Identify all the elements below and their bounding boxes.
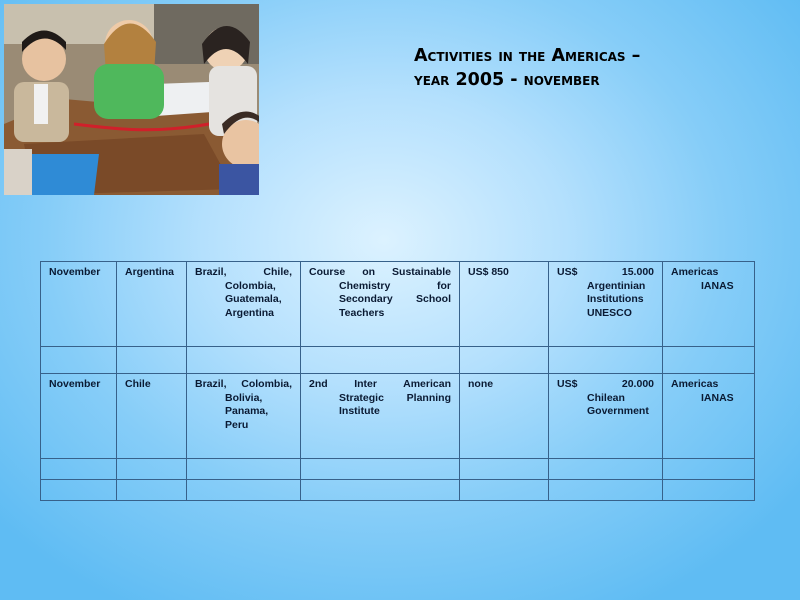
cell-participants (187, 374, 301, 459)
empty-cell (549, 459, 663, 480)
slide-title-line2: year 2005 - november (414, 70, 600, 90)
activity-first: Course on Sustainable (309, 266, 451, 278)
org-rest: IANAS (701, 279, 734, 292)
classroom-photo (4, 4, 259, 195)
empty-cell (663, 459, 755, 480)
table-row (41, 374, 755, 459)
cell-month: November (41, 374, 117, 459)
slide-title-line1: Activities in the Americas – (414, 46, 641, 66)
table-row (41, 262, 755, 347)
funding-first: US$ 20.000 (557, 378, 654, 390)
cell-organization (663, 262, 755, 347)
cell-participants (187, 262, 301, 347)
cell-cost: none (460, 374, 549, 459)
table-row (41, 480, 755, 501)
empty-cell (117, 459, 187, 480)
empty-cell (117, 347, 187, 374)
activity-rest: Chemistry for Secondary School Teachers (339, 279, 451, 319)
cell-funding (549, 374, 663, 459)
org-rest: IANAS (701, 391, 734, 404)
empty-cell (460, 459, 549, 480)
org-first: Americas (671, 378, 719, 390)
table-row (41, 347, 755, 374)
activities-table (40, 261, 755, 501)
activity-rest: Strategic Planning Institute (339, 391, 451, 417)
participants-rest: Bolivia, Panama, Peru (225, 391, 269, 431)
empty-cell (117, 480, 187, 501)
participants-first: Brazil, Chile, (195, 266, 292, 278)
cell-country: Argentina (117, 262, 187, 347)
empty-cell (41, 459, 117, 480)
empty-cell (187, 459, 301, 480)
funding-first: US$ 15.000 (557, 266, 654, 278)
empty-cell (549, 480, 663, 501)
cell-activity (301, 262, 460, 347)
empty-cell (301, 347, 460, 374)
empty-cell (41, 480, 117, 501)
slide-title (414, 44, 794, 92)
empty-cell (663, 480, 755, 501)
empty-cell (301, 459, 460, 480)
cell-activity (301, 374, 460, 459)
cell-organization (663, 374, 755, 459)
empty-cell (187, 347, 301, 374)
empty-cell (301, 480, 460, 501)
empty-cell (460, 347, 549, 374)
funding-rest: Argentinian Institutions UNESCO (587, 279, 646, 319)
funding-rest: Chilean Government (587, 391, 649, 417)
empty-cell (187, 480, 301, 501)
empty-cell (663, 347, 755, 374)
table-row (41, 459, 755, 480)
cell-funding (549, 262, 663, 347)
empty-cell (41, 347, 117, 374)
cell-country: Chile (117, 374, 187, 459)
empty-cell (460, 480, 549, 501)
cell-month: November (41, 262, 117, 347)
activity-first: 2nd Inter American (309, 378, 451, 390)
participants-rest: Colombia, Guatemala, Argentina (225, 279, 282, 319)
empty-cell (549, 347, 663, 374)
participants-first: Brazil, Colombia, (195, 378, 292, 390)
org-first: Americas (671, 266, 719, 278)
cell-cost: US$ 850 (460, 262, 549, 347)
